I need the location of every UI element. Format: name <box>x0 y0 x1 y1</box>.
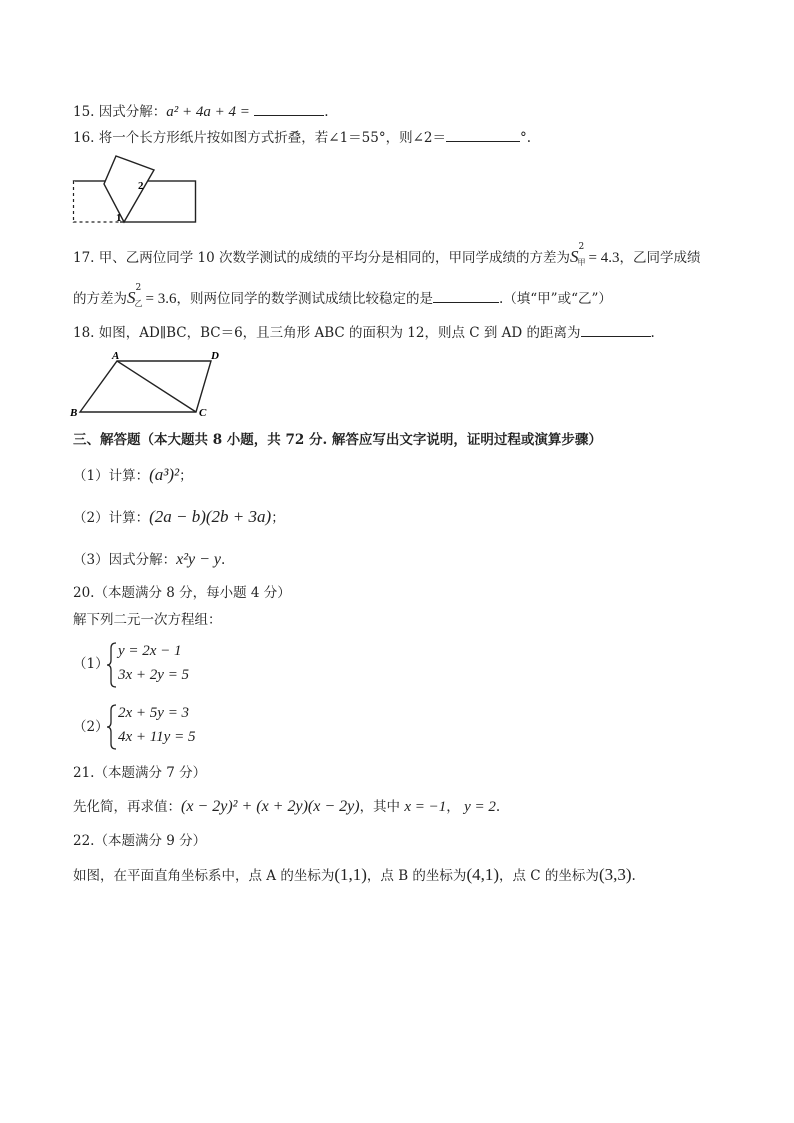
q19-p3-label: （3）因式分解： <box>73 552 177 568</box>
q15-suffix: . <box>324 104 329 120</box>
q20-p1-equation2: 3x + 2y = 5 <box>118 667 190 683</box>
q15-prefix: 15. 因式分解： <box>73 104 167 120</box>
q17-yi-sub: 乙 <box>134 299 143 308</box>
angle-2-label: 2 <box>138 180 144 192</box>
question-16 <box>73 129 531 147</box>
q20-p2-equation1: 2x + 5y = 3 <box>118 705 190 721</box>
point-d-label: D <box>211 350 219 362</box>
q20-p2-brace <box>106 704 118 750</box>
q17-yi-sup: 2 <box>135 283 142 293</box>
point-c-label: C <box>199 407 207 418</box>
q19-p2-label: （2）计算： <box>73 510 150 526</box>
q19-p1-end: ； <box>179 468 193 484</box>
q17-jia-sub: 甲 <box>577 258 586 267</box>
q17-line2-suffix: .（填“甲”或“乙”） <box>498 291 612 307</box>
q17-s-yi: S <box>127 288 136 307</box>
q17-jia-value: = 4.3 <box>588 250 620 266</box>
q19-p3-expression: x²y − y <box>176 551 221 568</box>
q17-line2-prefix: 的方差为 <box>73 291 127 307</box>
q22-text1: 如图，在平面直角坐标系中，点 A 的坐标为 <box>73 868 335 884</box>
q15-answer-blank[interactable] <box>254 103 324 116</box>
q18-suffix: . <box>650 325 655 341</box>
figure-18-trapezoid <box>68 348 228 418</box>
question-22-body <box>73 866 636 885</box>
q17-yi-value: = 3.6 <box>145 291 177 307</box>
q21-condition-y: y = 2 <box>464 799 496 815</box>
q16-suffix: °. <box>520 130 532 146</box>
q20-p1-label: （1） <box>73 656 109 672</box>
question-19-part3 <box>73 551 225 569</box>
q21-separator: ， <box>446 799 460 815</box>
question-15 <box>73 103 328 121</box>
q18-answer-blank[interactable] <box>581 324 651 337</box>
section-3-heading: 三、解答题（本大题共 8 小题，共 72 分. 解答应写出文字说明，证明过程或演算步骤） <box>73 432 602 448</box>
question-22-header: 22.（本题满分 9 分） <box>73 833 207 849</box>
q19-p1-label: （1）计算： <box>73 468 150 484</box>
q21-condition-x: x = −1 <box>404 799 447 815</box>
folded-flap <box>104 156 154 222</box>
q19-p3-end: . <box>221 552 226 568</box>
q17-answer-blank[interactable] <box>433 290 499 303</box>
point-a-label: A <box>112 350 120 362</box>
q18-prefix: 18. 如图，AD∥BC，BC＝6，且三角形 ABC 的面积为 12，则点 C 到 AD 的距离为 <box>73 325 581 341</box>
q17-s-jia: S <box>570 247 579 266</box>
q17-line2-mid: ，则两位同学的数学测试成绩比较稳定的是 <box>176 291 433 307</box>
q20-p1-brace <box>106 642 118 688</box>
question-17-line1 <box>73 242 701 267</box>
q16-prefix: 16. 将一个长方形纸片按如图方式折叠，若∠1＝55°，则∠2＝ <box>73 130 446 146</box>
q17-line1-suffix: ，乙同学成绩 <box>619 250 701 266</box>
question-20-header: 20.（本题满分 8 分，每小题 4 分） <box>73 585 291 601</box>
question-21-header: 21.（本题满分 7 分） <box>73 765 207 781</box>
question-19-part2 <box>73 508 285 527</box>
point-b-label: B <box>70 407 78 418</box>
q22-point-a-coord: (1,1) <box>334 865 367 884</box>
q16-answer-blank[interactable] <box>446 129 520 142</box>
q21-mid: ，其中 <box>359 799 401 815</box>
q22-text2: ，点 B 的坐标为 <box>366 868 467 884</box>
q19-p2-expression: (2a − b)(2b + 3a) <box>149 507 272 526</box>
question-18 <box>73 324 655 342</box>
q17-jia-sup: 2 <box>578 242 585 252</box>
q20-p2-label: （2） <box>73 719 109 735</box>
q19-p1-expression: (a³)² <box>149 465 180 484</box>
q21-end: . <box>495 799 501 815</box>
q19-p2-end: ； <box>271 510 285 526</box>
trapezoid-abcd <box>80 361 211 412</box>
q21-expression: (x − 2y)² + (x + 2y)(x − 2y) <box>181 798 360 815</box>
diagonal-ac <box>117 361 196 412</box>
figure-16-folded-paper <box>72 154 198 226</box>
q22-end: . <box>631 868 636 884</box>
q22-point-b-coord: (4,1) <box>466 865 500 884</box>
q17-line1-prefix: 17. 甲、乙两位同学 10 次数学测试的成绩的平均分是相同的，甲同学成绩的方差为 <box>73 250 571 266</box>
q21-prefix: 先化简，再求值： <box>73 799 181 815</box>
q20-p2-equation2: 4x + 11y = 5 <box>118 729 196 745</box>
question-19-part1 <box>73 466 193 485</box>
angle-1-label: 1 <box>116 212 122 224</box>
question-20-instruction: 解下列二元一次方程组： <box>73 612 222 628</box>
question-21-body <box>73 798 500 816</box>
q22-text3: ，点 C 的坐标为 <box>499 868 599 884</box>
q20-p1-equation1: y = 2x − 1 <box>118 643 182 659</box>
question-17-line2 <box>73 283 612 308</box>
q22-point-c-coord: (3,3) <box>598 865 632 884</box>
q15-expression: a² + 4a + 4 = <box>166 104 250 120</box>
